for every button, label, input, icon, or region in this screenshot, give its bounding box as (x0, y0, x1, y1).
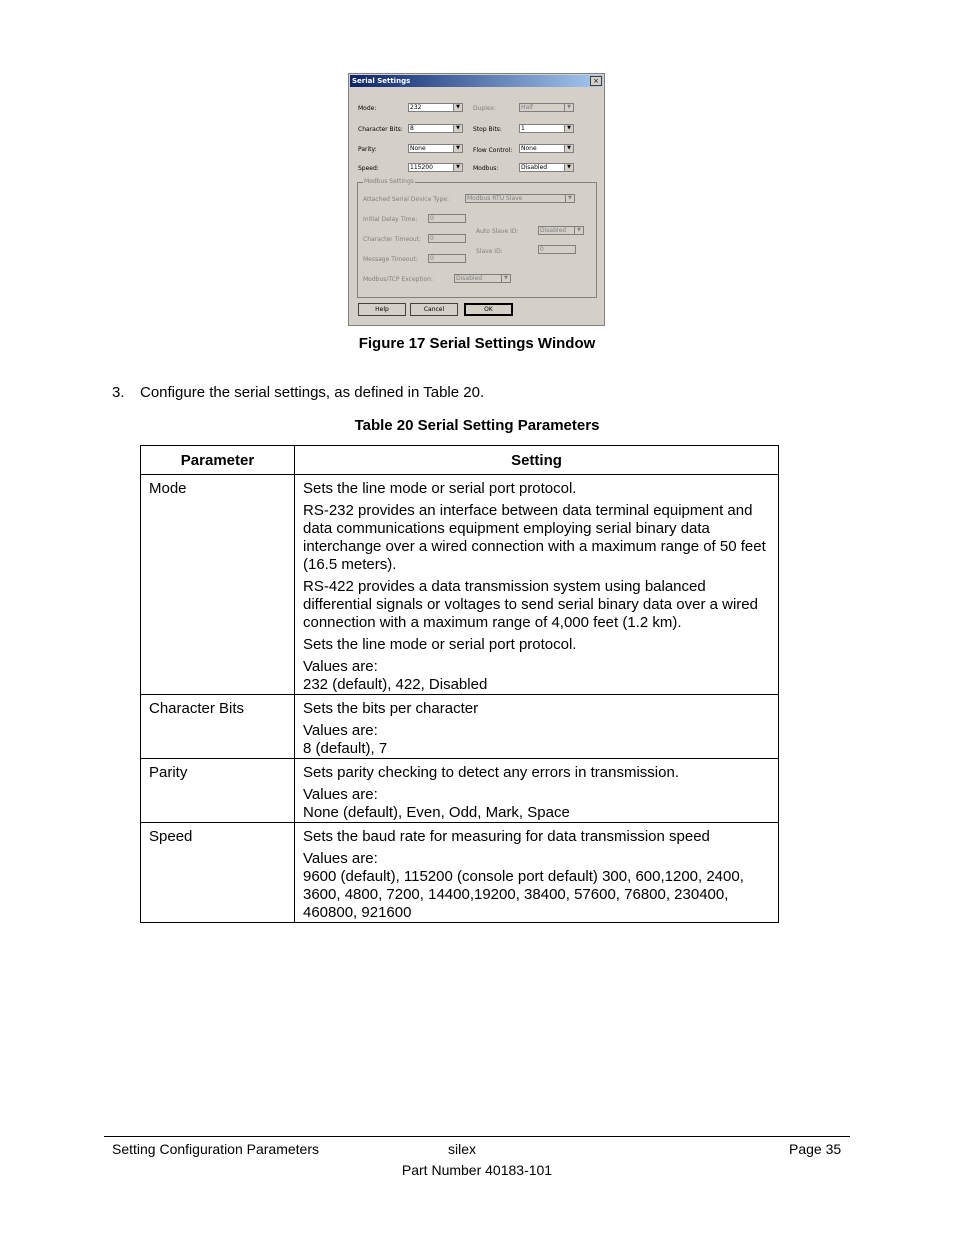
duplex-select: Half ▼ (519, 103, 574, 112)
msg-timeout-label: Message Timeout: (363, 256, 418, 263)
setting-paragraph: Values are: 8 (default), 7 (303, 722, 388, 757)
msg-timeout-input: 0 (428, 254, 466, 263)
modbus-select[interactable]: Disabled ▼ (519, 163, 574, 172)
stop-bits-label: Stop Bits: (473, 126, 502, 133)
slave-id-label: Slave ID: (476, 248, 503, 255)
serial-parameters-table (140, 445, 779, 923)
duplex-label: Duplex: (473, 105, 497, 112)
figure-caption: Figure 17 Serial Settings Window (358, 335, 596, 352)
parity-label: Parity: (358, 146, 377, 153)
speed-select[interactable]: 115200 ▼ (408, 163, 463, 172)
step-number: 3. (112, 384, 125, 401)
auto-slave-id-label: Auto Slave ID: (476, 228, 519, 235)
footer-section: Setting Configuration Parameters (112, 1141, 319, 1157)
speed-label: Speed: (358, 165, 379, 172)
setting-cell (295, 475, 779, 695)
character-bits-select[interactable]: 8 ▼ (408, 124, 463, 133)
table-row (141, 475, 779, 695)
chevron-down-icon: ▼ (564, 104, 573, 111)
dialog-title: Serial Settings (350, 75, 603, 87)
setting-paragraph: Sets the bits per character (303, 700, 479, 717)
auto-slave-id-select: Disabled ▼ (538, 226, 584, 235)
close-icon[interactable]: × (590, 76, 602, 86)
chevron-down-icon: ▼ (453, 125, 462, 132)
serial-settings-dialog (348, 73, 605, 326)
group-label: Modbus Settings (364, 178, 414, 185)
parameter-cell: Character Bits (141, 695, 295, 759)
table-row (141, 823, 779, 923)
setting-cell (295, 759, 779, 823)
setting-paragraph: RS-422 provides a data transmission system using balanced differential signals or voltages to send serial binary data over a wired connection with a maximum range of 4,000 feet (1.2 km). (303, 578, 758, 631)
chevron-down-icon: ▼ (564, 125, 573, 132)
flow-control-label: Flow Control: (473, 147, 513, 154)
setting-cell (295, 823, 779, 923)
stop-bits-select[interactable]: 1 ▼ (519, 124, 574, 133)
step-text: Configure the serial settings, as defined in Table 20. (140, 384, 485, 401)
setting-paragraph: RS-232 provides an interface between data terminal equipment and data communications equipment employing serial binary data interchange over a wired connection with a maximum range of 50 feet (16.5 meters). (303, 502, 766, 573)
table-header-row (141, 446, 779, 475)
table-row (141, 695, 779, 759)
footer-brand: silex (448, 1141, 477, 1157)
initial-delay-input: 0 (428, 214, 466, 223)
char-timeout-input: 0 (428, 234, 466, 243)
setting-paragraph: Values are: None (default), Even, Odd, Mark, Space (303, 786, 570, 821)
chevron-down-icon: ▼ (453, 164, 462, 171)
setting-paragraph: Sets the baud rate for measuring for data transmission speed (303, 828, 710, 845)
initial-delay-label: Initial Delay Time: (363, 216, 418, 223)
setting-paragraph: Values are: 9600 (default), 115200 (console port default) 300, 600,1200, 2400, 3600, 4800, 7200, 14400,19200, 38400, 57600, 76800, 230400, 460800, 921600 (303, 850, 744, 921)
setting-paragraph: Sets the line mode or serial port protocol. (303, 636, 577, 653)
flow-control-select[interactable]: None ▼ (519, 144, 574, 153)
chevron-down-icon: ▼ (565, 195, 574, 202)
chevron-down-icon: ▼ (453, 104, 462, 111)
mode-label: Mode: (358, 105, 377, 112)
table-row (141, 759, 779, 823)
setting-paragraph: Values are: 232 (default), 422, Disabled (303, 658, 488, 693)
cancel-button[interactable]: Cancel (410, 303, 458, 316)
character-bits-label: Character Bits: (358, 126, 403, 133)
attached-device-label: Attached Serial Device Type: (363, 196, 450, 203)
step-3 (112, 384, 484, 401)
footer-page: Page 35 (789, 1141, 842, 1157)
slave-id-input: 0 (538, 245, 576, 254)
tcp-exception-label: Modbus/TCP Exception: (363, 276, 433, 283)
chevron-down-icon: ▼ (564, 164, 573, 171)
ok-button[interactable]: OK (464, 303, 513, 316)
char-timeout-label: Character Timeout: (363, 236, 422, 243)
parameter-cell: Speed (141, 823, 295, 923)
column-header: Parameter (141, 446, 295, 475)
setting-paragraph: Sets parity checking to detect any errors in transmission. (303, 764, 679, 781)
tcp-exception-select: Disabled ▼ (454, 274, 511, 283)
modbus-label: Modbus: (473, 165, 499, 172)
parameter-cell: Parity (141, 759, 295, 823)
help-button[interactable]: Help (358, 303, 406, 316)
chevron-down-icon: ▼ (453, 145, 462, 152)
attached-device-select: Modbus RTU Slave ▼ (465, 194, 575, 203)
setting-paragraph: Sets the line mode or serial port protocol. (303, 480, 577, 497)
chevron-down-icon: ▼ (574, 227, 583, 234)
modbus-settings-group (357, 178, 597, 298)
chevron-down-icon: ▼ (564, 145, 573, 152)
parameter-cell: Mode (141, 475, 295, 695)
column-header: Setting (295, 446, 779, 475)
setting-cell (295, 695, 779, 759)
footer-divider (104, 1136, 850, 1137)
chevron-down-icon: ▼ (501, 275, 510, 282)
footer-part-number: Part Number 40183-101 (401, 1162, 553, 1178)
mode-select[interactable]: 232 ▼ (408, 103, 463, 112)
parity-select[interactable]: None ▼ (408, 144, 463, 153)
table-caption: Table 20 Serial Setting Parameters (354, 417, 600, 434)
